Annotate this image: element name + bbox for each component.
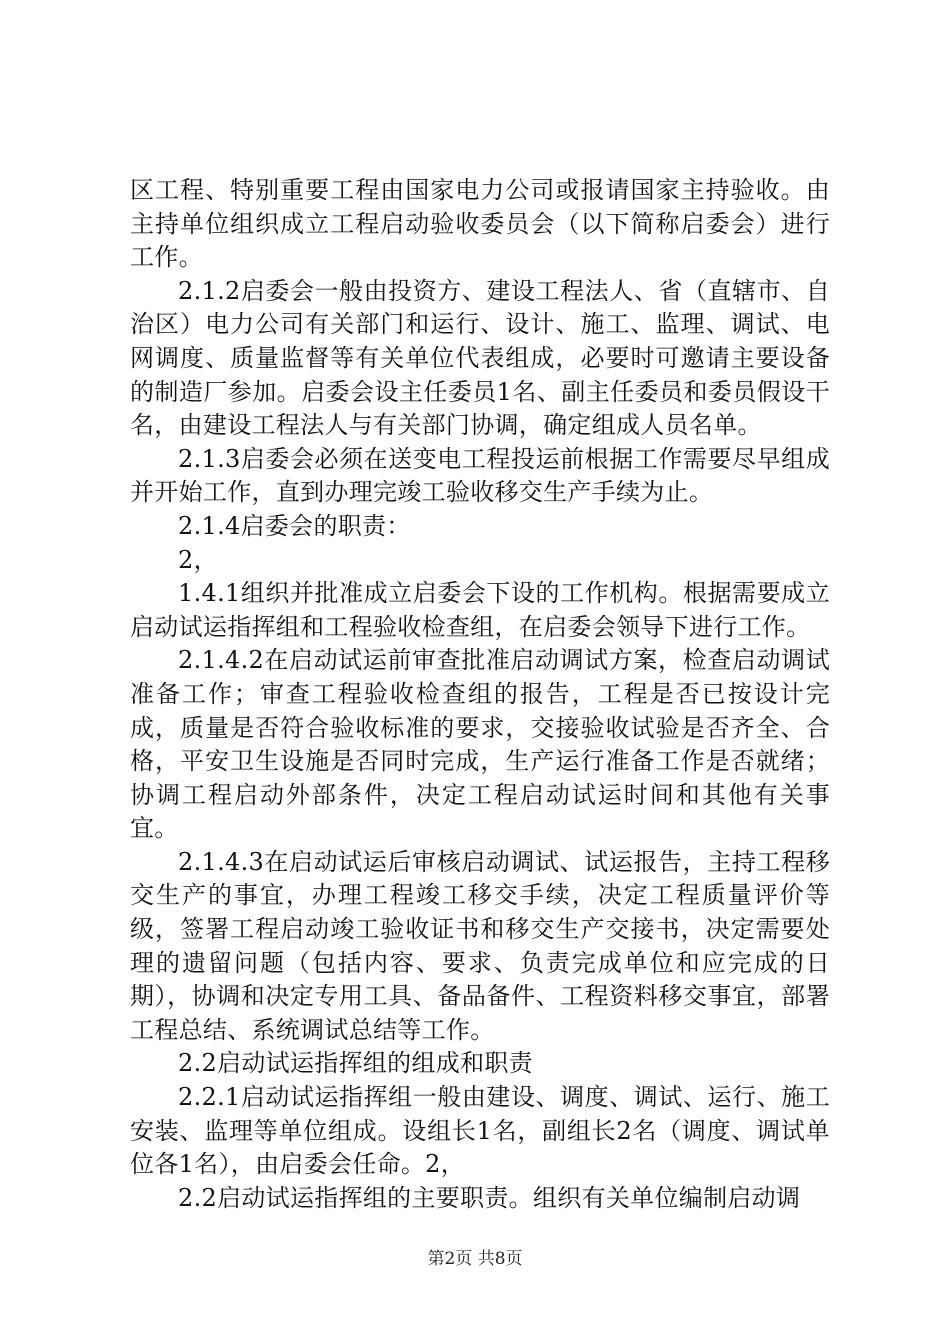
paragraph: 2.1.4启委会的职责： — [178, 511, 411, 540]
paragraph: 1.4.1组织并批准成立启委会下设的工作机构。根据需要成立启动试运指挥组和工程验收检查组，在启委会领导下进行工作。 — [130, 579, 830, 641]
paragraph: 区工程、特别重要工程由国家电力公司或报请国家主持验收。由主持单位组织成立工程启动验收委员会（以下简称启委会）进行工作。 — [130, 176, 830, 272]
page-footer: 第2页 共8页 — [427, 1249, 523, 1269]
paragraph: 2.2启动试运指挥组的组成和职责 — [178, 1049, 533, 1078]
paragraph: 2.1.4.3在启动试运后审核启动调试、试运报告，主持工程移交生产的事宜，办理工程竣工移交手续，决定工程质量评价等级，签署工程启动竣工验收证书和移交生产交接书，决定需要处理的遗留问题（包括内容、要求、负责完成单位和应完成的日期），协调和决定专用工具、备品备件、工程资料移交事宜，部署工程总结、系统调试总结等工作。 — [130, 847, 830, 1044]
paragraph: 2， — [178, 545, 218, 574]
paragraph: 2.1.2启委会一般由投资方、建设工程法人、省（直辖市、自治区）电力公司有关部门和运行、设计、施工、监理、调试、电网调度、质量监督等有关单位代表组成，必要时可邀请主要设备的制造厂参加。启委会设主任委员1名、副主任委员和委员假设干名，由建设工程法人与有关部门协调，确定组成人员名单。 — [130, 276, 830, 440]
paragraph: 2.2启动试运指挥组的主要职责。组织有关单位编制启动调 — [178, 1183, 801, 1212]
paragraph: 2.2.1启动试运指挥组一般由建设、调度、调试、运行、施工安装、监理等单位组成。设组长1名，副组长2名（调度、调试单位各1名），由启委会任命。2， — [130, 1083, 830, 1179]
document-body — [130, 174, 830, 1215]
paragraph: 2.1.4.2在启动试运前审查批准启动调试方案，检查启动调试准备工作；审查工程验收检查组的报告，工程是否已按设计完成，质量是否符合验收标准的要求，交接验收试验是否齐全、合格，平安卫生设施是否同时完成，生产运行准备工作是否就绪；协调工程启动外部条件，决定工程启动试运时间和其他有关事宜。 — [130, 646, 830, 843]
paragraph: 2.1.3启委会必须在送变电工程投运前根据工作需要尽早组成并开始工作，直到办理完竣工验收移交生产手续为止。 — [130, 444, 830, 507]
